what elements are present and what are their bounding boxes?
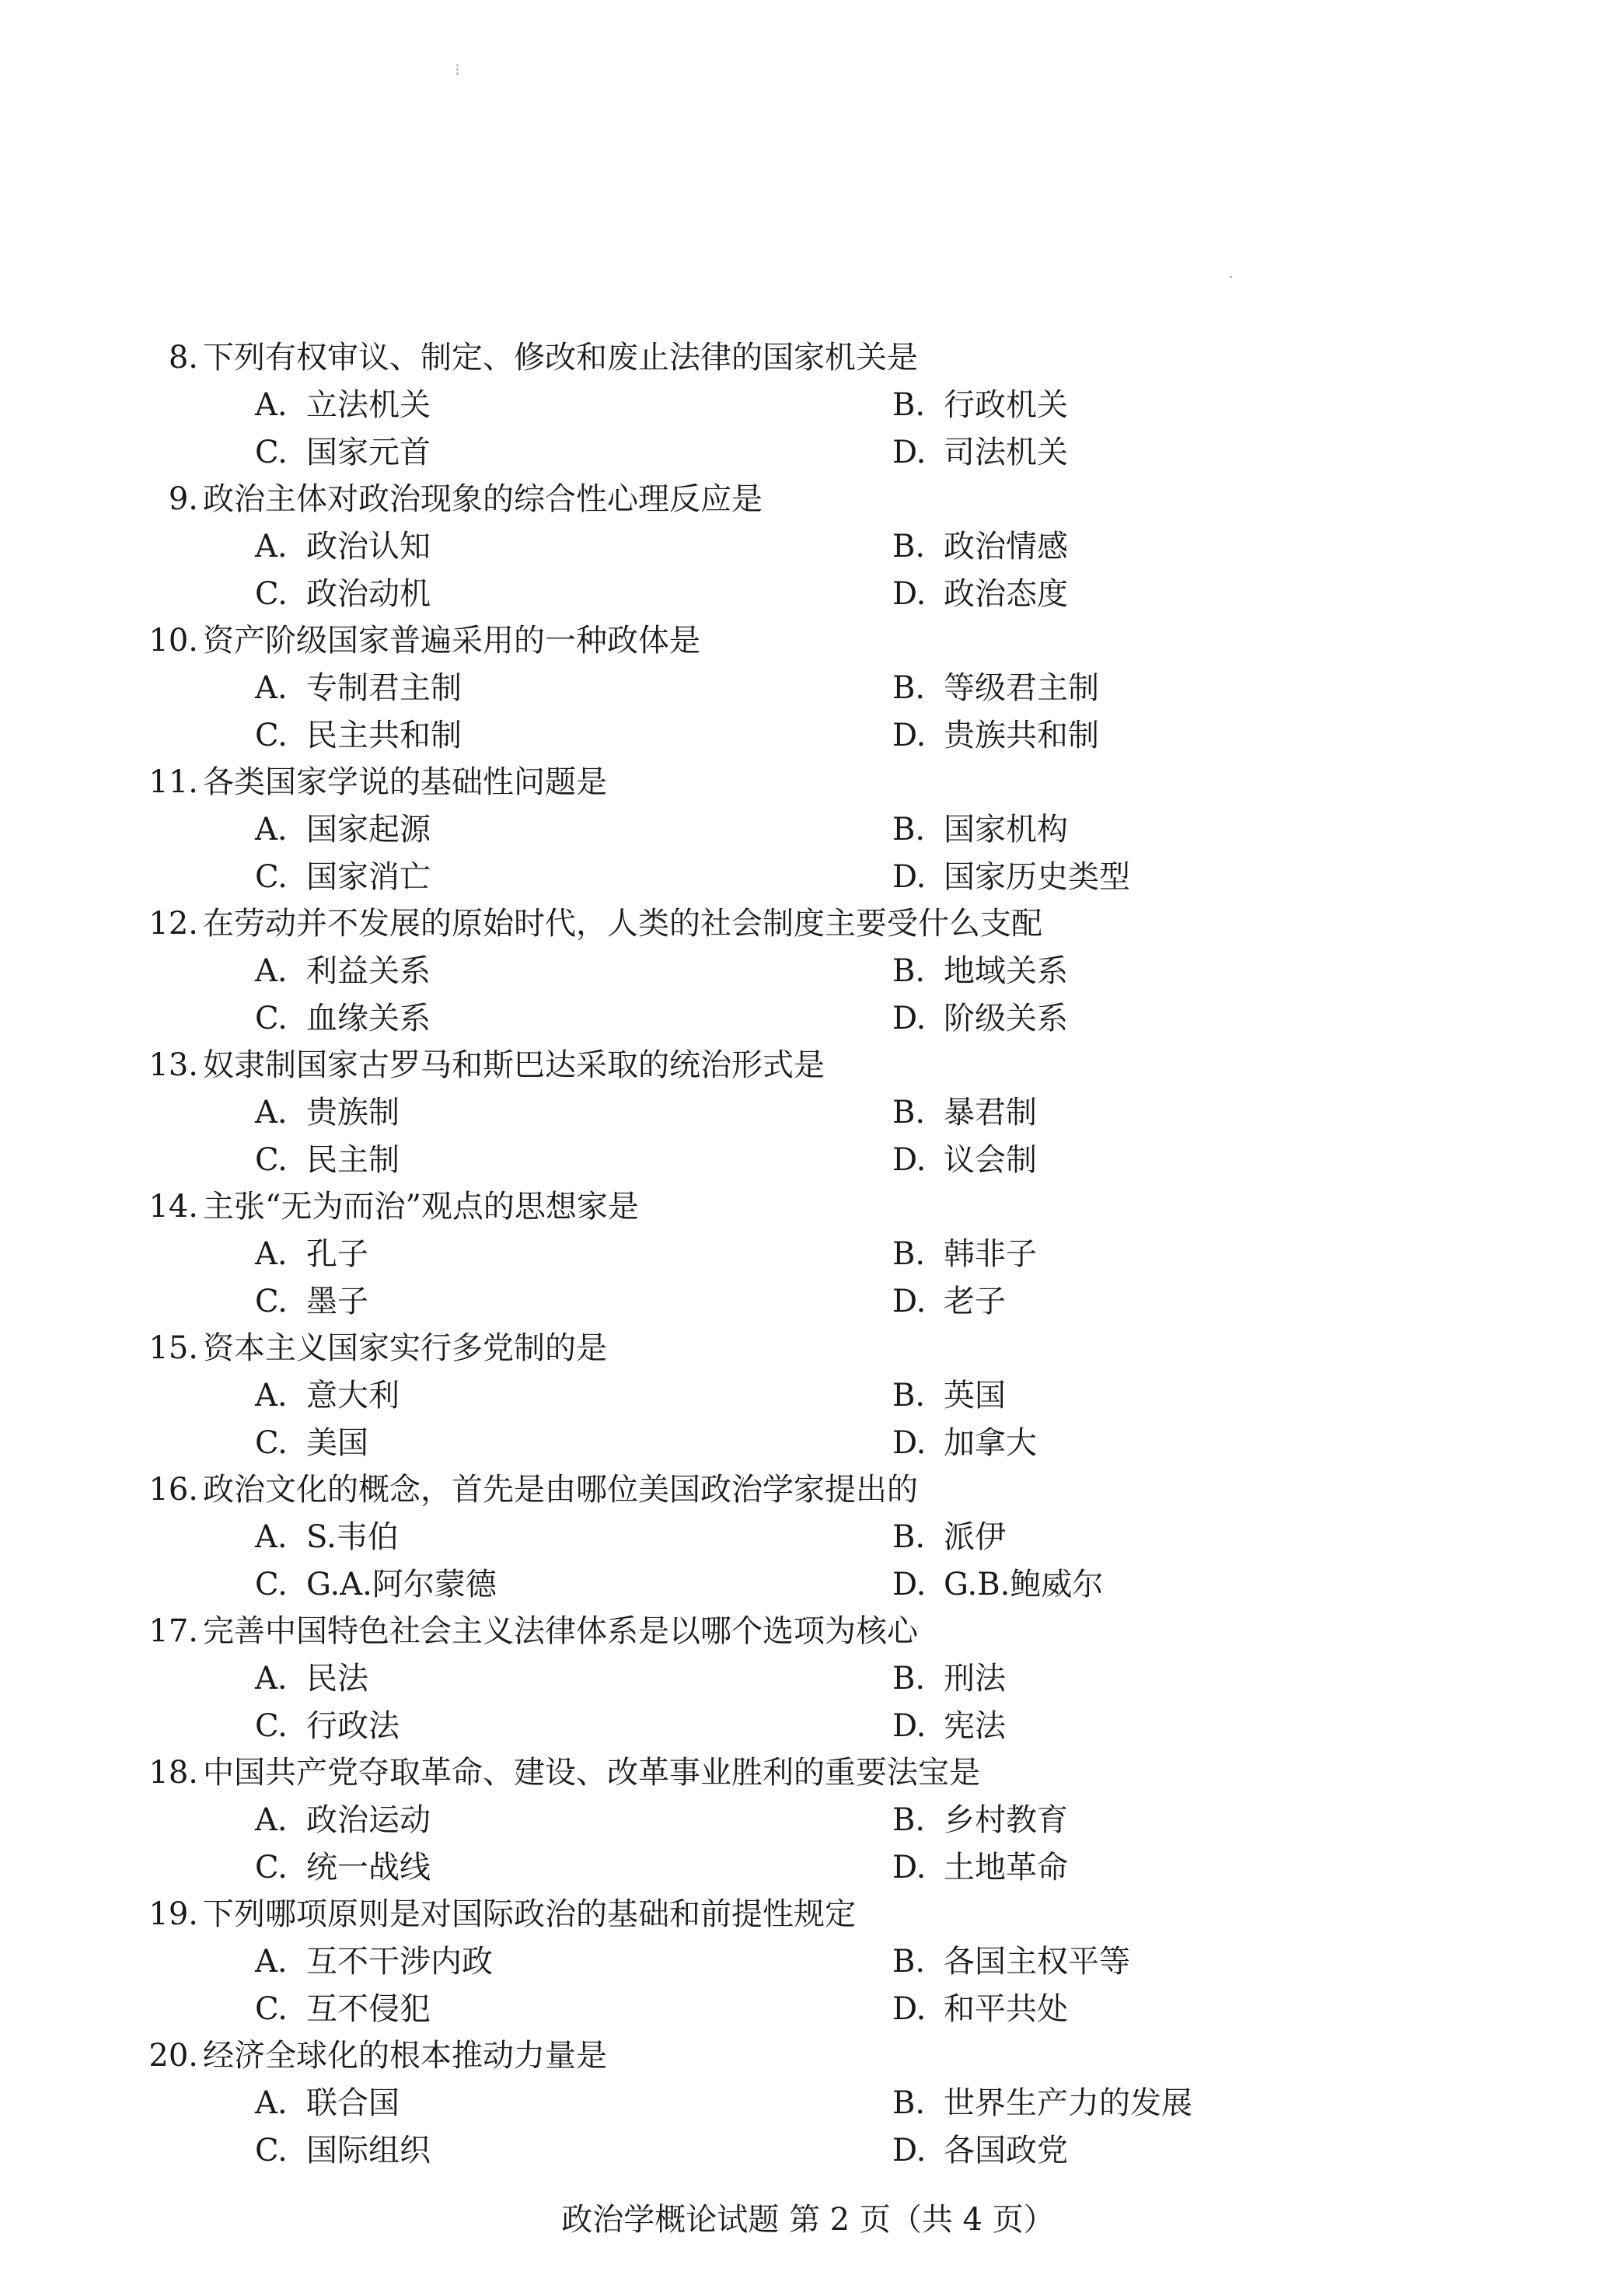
answer-option <box>892 1848 1068 1887</box>
option-text: 民主共和制 <box>306 718 462 753</box>
option-letter: C. <box>255 2133 288 2168</box>
option-text: 血缘关系 <box>306 1001 431 1036</box>
option-text: 加拿大 <box>944 1425 1037 1461</box>
option-letter: D. <box>892 1991 927 2027</box>
answer-option <box>892 1376 1006 1415</box>
option-text: S.韦伯 <box>306 1519 399 1555</box>
option-text: 和平共处 <box>944 1991 1068 2027</box>
option-text: 墨子 <box>306 1284 368 1319</box>
answer-option <box>255 1565 497 1604</box>
option-letter: A. <box>255 953 288 989</box>
answer-option <box>255 1093 400 1132</box>
option-letter: A. <box>255 1519 288 1555</box>
option-text: 各国主权平等 <box>944 1944 1130 1980</box>
question-stem <box>136 2036 607 2075</box>
answer-option <box>892 1141 1037 1179</box>
question-item <box>0 904 1616 1044</box>
answer-option <box>892 1801 1068 1840</box>
question-number: 19. <box>148 1896 198 1932</box>
question-stem <box>136 1753 980 1792</box>
question-number: 14. <box>148 1189 198 1225</box>
question-item <box>0 621 1616 761</box>
question-text: 经济全球化的根本推动力量是 <box>203 2038 607 2074</box>
option-text: 地域关系 <box>944 953 1068 989</box>
question-item <box>0 763 1616 903</box>
option-letter: A. <box>255 1802 288 1838</box>
question-text: 资本主义国家实行多党制的是 <box>203 1330 607 1366</box>
answer-option <box>892 1235 1037 1274</box>
answer-option <box>892 2084 1192 2123</box>
option-letter: B. <box>892 1236 926 1272</box>
option-text: 行政机关 <box>944 387 1068 423</box>
option-letter: A. <box>255 812 288 847</box>
option-letter: D. <box>892 1284 927 1319</box>
answer-option <box>892 1282 1006 1321</box>
answer-option <box>255 858 431 896</box>
option-text: 各国政党 <box>944 2133 1068 2168</box>
answer-option <box>892 527 1068 566</box>
question-stem <box>136 1329 607 1368</box>
question-number: 8. <box>168 340 198 376</box>
question-item <box>0 2036 1616 2176</box>
option-letter: C. <box>255 576 288 612</box>
option-text: 国家元首 <box>306 435 431 470</box>
option-letter: B. <box>892 1095 926 1131</box>
option-letter: D. <box>892 1850 927 1885</box>
answer-option <box>892 1565 1103 1604</box>
question-number: 18. <box>148 1755 198 1791</box>
option-letter: D. <box>892 1142 927 1178</box>
option-letter: B. <box>892 812 926 847</box>
answer-option <box>892 810 1068 849</box>
answer-option <box>892 2131 1068 2170</box>
option-letter: D. <box>892 1001 927 1036</box>
answer-option <box>255 1659 368 1698</box>
option-text: 政治运动 <box>306 1802 431 1838</box>
question-number: 15. <box>148 1330 198 1366</box>
question-text: 在劳动并不发展的原始时代，人类的社会制度主要受什么支配 <box>203 906 1042 942</box>
answer-option <box>255 2084 400 2123</box>
option-letter: A. <box>255 670 288 706</box>
answer-option <box>255 386 431 425</box>
option-text: 土地革命 <box>944 1850 1068 1885</box>
answer-option <box>255 1801 431 1840</box>
answer-option <box>255 999 431 1038</box>
answer-option <box>255 1424 368 1463</box>
option-letter: B. <box>892 1802 926 1838</box>
question-number: 10. <box>148 623 198 659</box>
answer-option <box>892 952 1068 991</box>
question-item <box>0 1895 1616 2035</box>
option-text: 国家历史类型 <box>944 859 1130 895</box>
answer-option <box>892 999 1068 1038</box>
option-text: 暴君制 <box>944 1095 1037 1131</box>
scan-speck: · <box>1228 268 1234 288</box>
answer-option <box>892 858 1130 896</box>
answer-option <box>892 716 1099 755</box>
answer-option <box>255 669 462 708</box>
question-stem <box>136 1187 639 1226</box>
option-text: 派伊 <box>944 1519 1006 1555</box>
option-letter: C. <box>255 435 288 470</box>
option-letter: C. <box>255 1425 288 1461</box>
option-text: 政治动机 <box>306 576 431 612</box>
question-item <box>0 1470 1616 1610</box>
question-number: 9. <box>168 481 198 517</box>
option-text: 世界生产力的发展 <box>944 2085 1192 2121</box>
option-text: 意大利 <box>306 1378 400 1414</box>
question-text: 下列有权审议、制定、修改和废止法律的国家机关是 <box>203 340 918 376</box>
option-letter: D. <box>892 2133 927 2168</box>
option-letter: B. <box>892 387 926 423</box>
answer-option <box>255 1848 431 1887</box>
question-stem <box>136 1046 825 1085</box>
answer-option <box>255 1141 400 1179</box>
option-text: 孔子 <box>306 1236 368 1272</box>
option-text: 专制君主制 <box>306 670 462 706</box>
question-number: 16. <box>148 1472 198 1508</box>
option-letter: D. <box>892 718 927 753</box>
answer-option <box>892 433 1068 472</box>
option-letter: D. <box>892 1708 927 1744</box>
option-text: 国际组织 <box>306 2133 431 2168</box>
question-item <box>0 1329 1616 1469</box>
option-text: 贵族制 <box>306 1095 400 1131</box>
option-letter: B. <box>892 1661 926 1697</box>
option-letter: A. <box>255 1236 288 1272</box>
answer-option <box>255 716 462 755</box>
answer-option <box>255 433 431 472</box>
option-letter: B. <box>892 1944 926 1980</box>
question-text: 下列哪项原则是对国际政治的基础和前提性规定 <box>203 1896 856 1932</box>
option-letter: C. <box>255 1991 288 2027</box>
question-text: 完善中国特色社会主义法律体系是以哪个选项为核心 <box>203 1613 918 1649</box>
question-text: 资产阶级国家普遍采用的一种政体是 <box>203 623 700 659</box>
scan-speck: ⁝ <box>455 61 460 80</box>
question-text: 政治主体对政治现象的综合性心理反应是 <box>203 481 763 517</box>
question-item <box>0 1046 1616 1186</box>
option-text: 国家起源 <box>306 812 431 847</box>
answer-option <box>255 1376 400 1415</box>
option-letter: C. <box>255 1850 288 1885</box>
question-stem <box>136 763 607 802</box>
question-number: 17. <box>148 1613 198 1649</box>
option-text: 政治情感 <box>944 529 1068 564</box>
option-text: 统一战线 <box>306 1850 431 1885</box>
option-letter: A. <box>255 1378 288 1414</box>
option-letter: A. <box>255 2085 288 2121</box>
question-stem <box>136 338 918 377</box>
option-letter: D. <box>892 435 927 470</box>
option-letter: C. <box>255 1001 288 1036</box>
question-number: 20. <box>148 2038 198 2074</box>
answer-option <box>255 1518 399 1557</box>
page-footer: 政治学概论试题 第 2 页（共 4 页） <box>561 2202 1055 2238</box>
option-text: 议会制 <box>944 1142 1037 1178</box>
question-item <box>0 338 1616 478</box>
option-letter: C. <box>255 859 288 895</box>
option-text: 政治认知 <box>306 529 431 564</box>
option-text: 政治态度 <box>944 576 1068 612</box>
answer-option <box>255 810 431 849</box>
option-text: G.B.鲍威尔 <box>944 1567 1104 1602</box>
option-letter: C. <box>255 1567 288 1602</box>
option-letter: D. <box>892 1425 927 1461</box>
option-text: 联合国 <box>306 2085 400 2121</box>
answer-option <box>255 1942 493 1981</box>
option-text: 韩非子 <box>944 1236 1037 1272</box>
answer-option <box>255 2131 431 2170</box>
option-text: 民主制 <box>306 1142 400 1178</box>
answer-option <box>892 386 1068 425</box>
answer-option <box>255 1282 368 1321</box>
question-number: 11. <box>148 764 198 800</box>
question-text: 各类国家学说的基础性问题是 <box>203 764 607 800</box>
question-stem <box>136 1612 918 1651</box>
answer-option <box>255 952 431 991</box>
option-text: 利益关系 <box>306 953 431 989</box>
option-text: 刑法 <box>944 1661 1006 1697</box>
option-letter: A. <box>255 1944 288 1980</box>
option-letter: B. <box>892 2085 926 2121</box>
option-text: 国家机构 <box>944 812 1068 847</box>
option-text: 宪法 <box>944 1708 1006 1744</box>
question-item <box>0 480 1616 620</box>
option-text: G.A.阿尔蒙德 <box>306 1567 497 1602</box>
answer-option <box>255 575 431 613</box>
option-letter: D. <box>892 859 927 895</box>
option-text: 民法 <box>306 1661 368 1697</box>
question-text: 中国共产党夺取革命、建设、改革事业胜利的重要法宝是 <box>203 1755 980 1791</box>
option-letter: A. <box>255 387 288 423</box>
option-text: 行政法 <box>306 1708 400 1744</box>
question-item <box>0 1187 1616 1327</box>
question-text: 奴隶制国家古罗马和斯巴达采取的统治形式是 <box>203 1047 825 1083</box>
option-text: 互不侵犯 <box>306 1991 431 2027</box>
answer-option <box>892 1518 1006 1557</box>
option-text: 老子 <box>944 1284 1006 1319</box>
question-item <box>0 1753 1616 1893</box>
question-stem <box>136 1470 918 1509</box>
option-text: 互不干涉内政 <box>306 1944 493 1980</box>
option-letter: B. <box>892 1378 926 1414</box>
option-letter: D. <box>892 1567 927 1602</box>
option-letter: A. <box>255 1661 288 1697</box>
answer-option <box>255 1235 368 1274</box>
option-letter: B. <box>892 953 926 989</box>
answer-option <box>255 1990 431 2029</box>
answer-option <box>892 1707 1006 1746</box>
option-letter: C. <box>255 718 288 753</box>
answer-option <box>892 1990 1068 2029</box>
answer-option <box>892 669 1099 708</box>
answer-option <box>892 1093 1037 1132</box>
question-stem <box>136 904 1042 943</box>
option-letter: B. <box>892 670 926 706</box>
option-text: 立法机关 <box>306 387 431 423</box>
option-text: 国家消亡 <box>306 859 431 895</box>
question-number: 13. <box>148 1047 198 1083</box>
answer-option <box>255 527 431 566</box>
option-text: 乡村教育 <box>944 1802 1068 1838</box>
option-letter: C. <box>255 1284 288 1319</box>
option-letter: C. <box>255 1142 288 1178</box>
question-number: 12. <box>148 906 198 942</box>
answer-option <box>892 1942 1130 1981</box>
option-letter: D. <box>892 576 927 612</box>
question-text: 主张“无为而治”观点的思想家是 <box>203 1189 639 1225</box>
option-text: 司法机关 <box>944 435 1068 470</box>
option-text: 贵族共和制 <box>944 718 1099 753</box>
option-text: 美国 <box>306 1425 368 1461</box>
question-stem <box>136 621 700 660</box>
question-item <box>0 1612 1616 1752</box>
answer-option <box>892 1424 1037 1463</box>
answer-option <box>892 1659 1006 1698</box>
option-text: 英国 <box>944 1378 1006 1414</box>
option-letter: A. <box>255 1095 288 1131</box>
answer-option <box>892 575 1068 613</box>
question-text: 政治文化的概念，首先是由哪位美国政治学家提出的 <box>203 1472 918 1508</box>
option-letter: B. <box>892 1519 926 1555</box>
option-text: 阶级关系 <box>944 1001 1068 1036</box>
option-letter: A. <box>255 529 288 564</box>
option-text: 等级君主制 <box>944 670 1099 706</box>
option-letter: C. <box>255 1708 288 1744</box>
answer-option <box>255 1707 400 1746</box>
option-letter: B. <box>892 529 926 564</box>
question-stem <box>136 1895 856 1934</box>
question-stem <box>136 480 763 519</box>
